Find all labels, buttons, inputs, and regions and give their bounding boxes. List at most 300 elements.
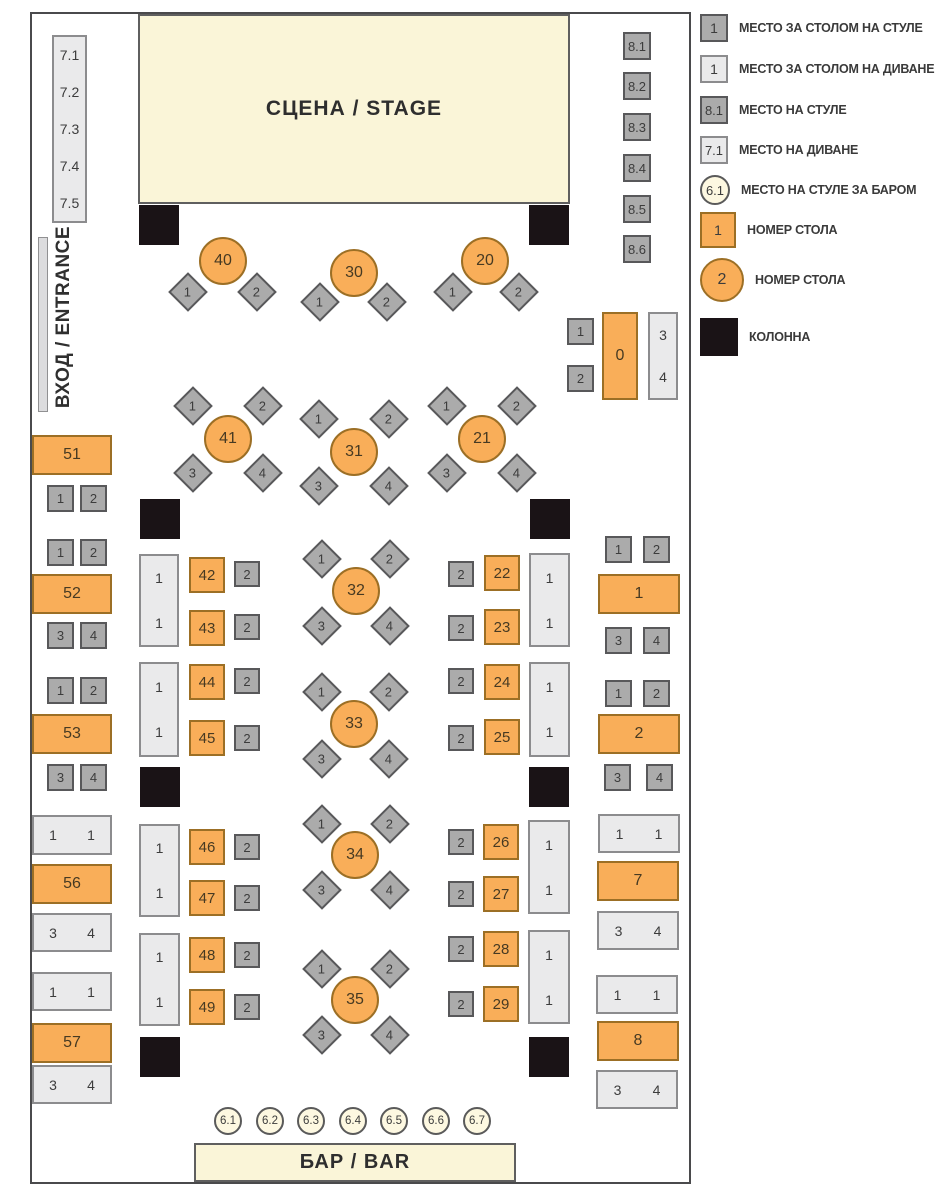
chair-seat-2[interactable] [243, 386, 283, 426]
seat-number: 1 [545, 836, 553, 853]
chair-seat-3[interactable] [173, 453, 213, 493]
label: 3 [443, 465, 451, 481]
label: 1 [634, 585, 644, 602]
sofa-seat-1-1[interactable] [139, 554, 179, 647]
table-47[interactable] [189, 880, 225, 916]
legend-table-circle-icon [700, 258, 744, 302]
column [139, 205, 179, 245]
chair-seat-2[interactable] [448, 725, 474, 751]
sofa-seat-1-1[interactable] [528, 930, 570, 1024]
seat-number: 1 [613, 986, 622, 1003]
label: 2 [259, 398, 267, 414]
legend-item-0 [700, 14, 923, 42]
table-34[interactable] [331, 831, 379, 879]
table-53[interactable] [32, 714, 112, 754]
column [530, 499, 570, 539]
chair-seat-4[interactable] [370, 1015, 410, 1055]
chair-seat-4[interactable] [643, 627, 670, 654]
chair-seat-2[interactable] [80, 539, 107, 566]
legend-sofa-icon [700, 55, 728, 83]
seat-number: 3 [613, 1081, 622, 1098]
chair-seat-4[interactable] [80, 622, 107, 649]
label: 4 [386, 1027, 394, 1043]
chair-seat-2[interactable] [448, 881, 474, 907]
label: 6.3 [303, 1115, 319, 1127]
legend-item-4 [700, 175, 916, 205]
entrance-label [53, 227, 75, 407]
chair-seat-2[interactable] [234, 668, 260, 694]
label: 1 [443, 398, 451, 414]
legend-chair-icon [700, 96, 728, 124]
chair-seat-1[interactable] [605, 536, 632, 563]
seat-number: 1 [545, 946, 553, 963]
label: 1 [56, 491, 65, 506]
legend-text: НОМЕР СТОЛА [755, 273, 846, 287]
label: 45 [198, 729, 216, 747]
table-52[interactable] [32, 574, 112, 614]
chair-seat-2[interactable] [80, 485, 107, 512]
chair-seat-3[interactable] [299, 466, 339, 506]
chair-seat-3[interactable] [47, 764, 74, 791]
chair-seat-2[interactable] [643, 680, 670, 707]
legend-text: МЕСТО ЗА СТОЛОМ НА СТУЛЕ [739, 21, 923, 35]
label: 1 [318, 816, 326, 832]
chair-seat-3[interactable] [302, 870, 342, 910]
table-45[interactable] [189, 720, 225, 756]
label: 51 [63, 446, 81, 463]
chair-seat-8.6[interactable] [623, 235, 651, 263]
chair-seat-4[interactable] [646, 764, 673, 791]
chair-seat-3[interactable] [605, 627, 632, 654]
label: 3 [318, 618, 326, 634]
chair-seat-3[interactable] [302, 606, 342, 646]
table-40[interactable] [199, 237, 247, 285]
label: 2 [383, 294, 391, 310]
label: 2 [386, 961, 394, 977]
legend-swatch-label: 7.1 [704, 142, 724, 158]
legend-item-1 [700, 55, 934, 83]
chair-seat-8.2[interactable] [623, 72, 651, 100]
sofa-seat-1-1[interactable] [596, 975, 678, 1014]
chair-seat-2[interactable] [643, 536, 670, 563]
label: 2 [243, 947, 251, 963]
sofa-seat-1-1[interactable] [528, 820, 570, 914]
label: 32 [347, 582, 365, 599]
chair-seat-4[interactable] [370, 870, 410, 910]
chair-seat-2[interactable] [370, 539, 410, 579]
chair-seat-1[interactable] [302, 949, 342, 989]
label: 2 [243, 839, 251, 855]
table-29[interactable] [483, 986, 519, 1022]
chair-seat-2[interactable] [234, 725, 260, 751]
chair-seat-1[interactable] [47, 485, 74, 512]
seat-number: 3 [614, 922, 623, 939]
table-27[interactable] [483, 876, 519, 912]
seat-number: 4 [652, 1081, 661, 1098]
chair-seat-2[interactable] [499, 272, 539, 312]
chair-seat-2[interactable] [448, 561, 474, 587]
legend-item-3 [700, 136, 858, 164]
bar-stool-6.2[interactable] [256, 1107, 284, 1135]
label: 2 [386, 551, 394, 567]
legend-sofa-icon [700, 136, 728, 164]
label: 26 [492, 833, 510, 851]
sofa-seat-1-1[interactable] [139, 933, 180, 1026]
label: 48 [198, 946, 216, 964]
bar-stool-6.3[interactable] [297, 1107, 325, 1135]
sofa-seat-3-4[interactable] [596, 1070, 678, 1109]
label: 2 [89, 545, 98, 560]
sofa-seat-7.1-7.2-7.3-7.4-7.5[interactable] [52, 35, 87, 223]
chair-seat-8.3[interactable] [623, 113, 651, 141]
chair-seat-4[interactable] [369, 739, 409, 779]
table-32[interactable] [332, 567, 380, 615]
seat-number: 4 [653, 922, 662, 939]
label: 42 [198, 566, 216, 584]
chair-seat-2[interactable] [448, 829, 474, 855]
label: 2 [386, 816, 394, 832]
chair-seat-1[interactable] [302, 804, 342, 844]
chair-seat-2[interactable] [370, 949, 410, 989]
label: ВХОД / ENTRANCE [53, 225, 74, 409]
table-48[interactable] [189, 937, 225, 973]
label: 1 [56, 545, 65, 560]
label: 6.7 [469, 1115, 485, 1127]
label: 25 [493, 728, 511, 746]
table-7[interactable] [597, 861, 679, 901]
label: 1 [56, 683, 65, 698]
bar-counter [194, 1143, 516, 1182]
label: 2 [385, 684, 393, 700]
label: 24 [493, 673, 511, 691]
label: 2 [243, 566, 251, 582]
label: 49 [198, 998, 216, 1016]
label: 2 [576, 371, 585, 386]
table-26[interactable] [483, 824, 519, 860]
chair-seat-3[interactable] [47, 622, 74, 649]
seat-number: 1 [87, 827, 95, 843]
seat-number: 1 [155, 884, 164, 901]
label: 3 [318, 882, 326, 898]
seat-number: 7.3 [59, 120, 80, 137]
table-42[interactable] [189, 557, 225, 593]
seat-number: 3 [659, 327, 667, 343]
chair-seat-2[interactable] [80, 677, 107, 704]
label: 52 [63, 585, 81, 602]
chair-seat-8.1[interactable] [623, 32, 651, 60]
legend-text: МЕСТО НА СТУЛЕ [739, 103, 847, 117]
sofa-seat-1-1[interactable] [32, 972, 112, 1011]
label: 2 [457, 566, 465, 582]
legend-text: МЕСТО НА СТУЛЕ ЗА БАРОМ [741, 183, 917, 197]
label: 4 [655, 770, 664, 785]
label: 2 [243, 619, 251, 635]
table-46[interactable] [189, 829, 225, 865]
sofa-seat-1-1[interactable] [529, 553, 570, 647]
label: 2 [243, 999, 251, 1015]
label: 1 [189, 398, 197, 414]
label: 1 [614, 542, 623, 557]
table-21[interactable] [458, 415, 506, 463]
label: 6.4 [345, 1115, 361, 1127]
chair-seat-2[interactable] [234, 834, 260, 860]
label: 1 [318, 551, 326, 567]
label: 4 [89, 628, 98, 643]
sofa-seat-3-4[interactable] [32, 913, 112, 952]
table-31[interactable] [330, 428, 378, 476]
label: 2 [457, 941, 465, 957]
label: 47 [198, 889, 216, 907]
table-30[interactable] [330, 249, 378, 297]
label: БАР / BAR [299, 1151, 411, 1173]
label: 4 [386, 618, 394, 634]
label: 1 [315, 411, 323, 427]
legend-item-7 [700, 318, 810, 356]
bar-stool-6.4[interactable] [339, 1107, 367, 1135]
chair-seat-2[interactable] [237, 272, 277, 312]
label: 3 [613, 770, 622, 785]
sofa-seat-1-1[interactable] [139, 824, 180, 917]
label: 2 [457, 886, 465, 902]
seat-number: 1 [155, 570, 163, 587]
chair-seat-2[interactable] [369, 672, 409, 712]
stage [138, 14, 570, 204]
chair-seat-4[interactable] [369, 466, 409, 506]
seat-number: 1 [615, 825, 624, 842]
label: 44 [198, 673, 216, 691]
seat-number: 7.5 [59, 194, 80, 211]
bar-stool-6.7[interactable] [463, 1107, 491, 1135]
table-43[interactable] [189, 610, 225, 646]
bar-stool-6.1[interactable] [214, 1107, 242, 1135]
table-2[interactable] [598, 714, 680, 754]
table-23[interactable] [484, 609, 520, 645]
table-41[interactable] [204, 415, 252, 463]
chair-seat-2[interactable] [234, 994, 260, 1020]
label: 1 [318, 961, 326, 977]
label: 28 [492, 940, 510, 958]
label: 56 [63, 875, 81, 892]
legend-stool-icon [700, 175, 730, 205]
label: 4 [386, 882, 394, 898]
label: 2 [515, 284, 523, 300]
chair-seat-1[interactable] [433, 272, 473, 312]
label: 2 [652, 686, 661, 701]
table-22[interactable] [484, 555, 520, 591]
chair-seat-3[interactable] [302, 739, 342, 779]
sofa-seat-1-1[interactable] [529, 662, 570, 757]
label: 22 [493, 564, 511, 582]
chair-seat-1[interactable] [47, 539, 74, 566]
label: 0 [615, 347, 625, 364]
legend-table-icon [700, 212, 736, 248]
seat-number: 1 [545, 614, 554, 631]
chair-seat-3[interactable] [302, 1015, 342, 1055]
legend-item-6 [700, 258, 845, 302]
label: 4 [652, 633, 661, 648]
seat-number: 1 [654, 825, 663, 842]
label: 3 [56, 770, 65, 785]
label: 8 [633, 1032, 643, 1049]
chair-seat-2[interactable] [234, 942, 260, 968]
chair-seat-1[interactable] [300, 282, 340, 322]
label: 2 [253, 284, 261, 300]
chair-seat-2[interactable] [367, 282, 407, 322]
sofa-seat-1-1[interactable] [598, 814, 680, 853]
label: 29 [492, 995, 510, 1013]
seat-number: 3 [49, 1076, 57, 1093]
chair-seat-2[interactable] [497, 386, 537, 426]
label: 3 [315, 478, 323, 494]
chair-seat-1[interactable] [605, 680, 632, 707]
seat-number: 1 [545, 569, 554, 586]
bar-stool-6.5[interactable] [380, 1107, 408, 1135]
table-28[interactable] [483, 931, 519, 967]
chair-seat-1[interactable] [302, 539, 342, 579]
label: 3 [318, 1027, 326, 1043]
label: 2 [243, 890, 251, 906]
chair-seat-2[interactable] [234, 561, 260, 587]
chair-seat-2[interactable] [448, 615, 474, 641]
label: 6.6 [428, 1115, 444, 1127]
table-44[interactable] [189, 664, 225, 700]
chair-seat-1[interactable] [302, 672, 342, 712]
chair-seat-2[interactable] [567, 365, 594, 392]
legend-item-5 [700, 212, 837, 248]
label: 27 [492, 885, 510, 903]
table-1[interactable] [598, 574, 680, 614]
label: 2 [457, 730, 465, 746]
label: 1 [318, 684, 326, 700]
seat-number: 7.4 [59, 157, 80, 174]
table-8[interactable] [597, 1021, 679, 1061]
label: 8.3 [627, 119, 647, 135]
sofa-seat-3-4[interactable] [597, 911, 679, 950]
chair-seat-2[interactable] [448, 936, 474, 962]
chair-seat-8.5[interactable] [623, 195, 651, 223]
chair-seat-2[interactable] [234, 614, 260, 640]
sofa-seat-3-4[interactable] [648, 312, 678, 400]
table-24[interactable] [484, 664, 520, 700]
legend-text: КОЛОННА [749, 330, 811, 344]
label: 4 [259, 465, 267, 481]
seat-number: 4 [87, 924, 95, 941]
chair-seat-2[interactable] [234, 885, 260, 911]
sofa-seat-1-1[interactable] [139, 662, 179, 757]
table-0[interactable] [602, 312, 638, 400]
floor-map [30, 12, 691, 1184]
chair-seat-1[interactable] [47, 677, 74, 704]
chair-seat-4[interactable] [80, 764, 107, 791]
legend-swatch-label: 6.1 [705, 182, 725, 198]
seat-number: 1 [545, 881, 553, 898]
seat-number: 1 [87, 983, 95, 1000]
label: 6.5 [386, 1115, 402, 1127]
label: СЦЕНА / STAGE [265, 97, 443, 120]
label: 46 [198, 838, 216, 856]
label: 20 [476, 252, 494, 269]
label: 3 [56, 628, 65, 643]
label: 2 [634, 725, 644, 742]
legend-swatch-label: 2 [717, 271, 727, 288]
column [140, 1037, 180, 1077]
entrance-door [38, 237, 48, 412]
legend-item-2 [700, 96, 846, 124]
seat-number: 1 [545, 724, 554, 741]
chair-seat-1[interactable] [427, 386, 467, 426]
table-35[interactable] [331, 976, 379, 1024]
column [140, 499, 180, 539]
seat-number: 1 [155, 724, 163, 741]
label: 34 [346, 846, 364, 863]
label: 30 [345, 264, 363, 281]
label: 1 [614, 686, 623, 701]
table-33[interactable] [330, 700, 378, 748]
label: 2 [89, 683, 98, 698]
chair-seat-1[interactable] [168, 272, 208, 312]
sofa-seat-1-1[interactable] [32, 815, 112, 855]
label: 31 [345, 443, 363, 460]
chair-seat-2[interactable] [448, 991, 474, 1017]
chair-seat-1[interactable] [299, 399, 339, 439]
seat-number: 1 [545, 991, 553, 1008]
chair-seat-4[interactable] [497, 453, 537, 493]
chair-seat-1[interactable] [173, 386, 213, 426]
sofa-seat-3-4[interactable] [32, 1065, 112, 1104]
label: 40 [214, 252, 232, 269]
column [140, 767, 180, 807]
table-56[interactable] [32, 864, 112, 904]
chair-seat-4[interactable] [370, 606, 410, 646]
chair-seat-2[interactable] [448, 668, 474, 694]
table-57[interactable] [32, 1023, 112, 1063]
table-20[interactable] [461, 237, 509, 285]
chair-seat-8.4[interactable] [623, 154, 651, 182]
legend-swatch-label: 8.1 [704, 102, 724, 118]
label: 43 [198, 619, 216, 637]
chair-seat-4[interactable] [243, 453, 283, 493]
chair-seat-3[interactable] [604, 764, 631, 791]
legend-column-icon [700, 318, 738, 356]
chair-seat-2[interactable] [370, 804, 410, 844]
label: 8.2 [627, 78, 647, 94]
seat-number: 1 [155, 949, 164, 966]
label: 8.5 [627, 201, 647, 217]
label: 21 [473, 430, 491, 447]
seat-number: 1 [49, 983, 57, 1000]
chair-seat-2[interactable] [369, 399, 409, 439]
label: 2 [457, 834, 465, 850]
legend-chair-icon [700, 14, 728, 42]
legend-swatch-label: 1 [714, 222, 722, 238]
label: 33 [345, 715, 363, 732]
chair-seat-1[interactable] [567, 318, 594, 345]
seat-number: 1 [155, 678, 163, 695]
label: 57 [63, 1034, 81, 1051]
legend-text: МЕСТО НА ДИВАНЕ [739, 143, 859, 157]
table-49[interactable] [189, 989, 225, 1025]
label: 6.1 [220, 1115, 236, 1127]
label: 8.4 [627, 160, 647, 176]
bar-stool-6.6[interactable] [422, 1107, 450, 1135]
label: 3 [614, 633, 623, 648]
seat-number: 3 [49, 924, 57, 941]
table-51[interactable] [32, 435, 112, 475]
seat-number: 1 [545, 678, 554, 695]
table-25[interactable] [484, 719, 520, 755]
chair-seat-3[interactable] [427, 453, 467, 493]
label: 4 [513, 465, 521, 481]
